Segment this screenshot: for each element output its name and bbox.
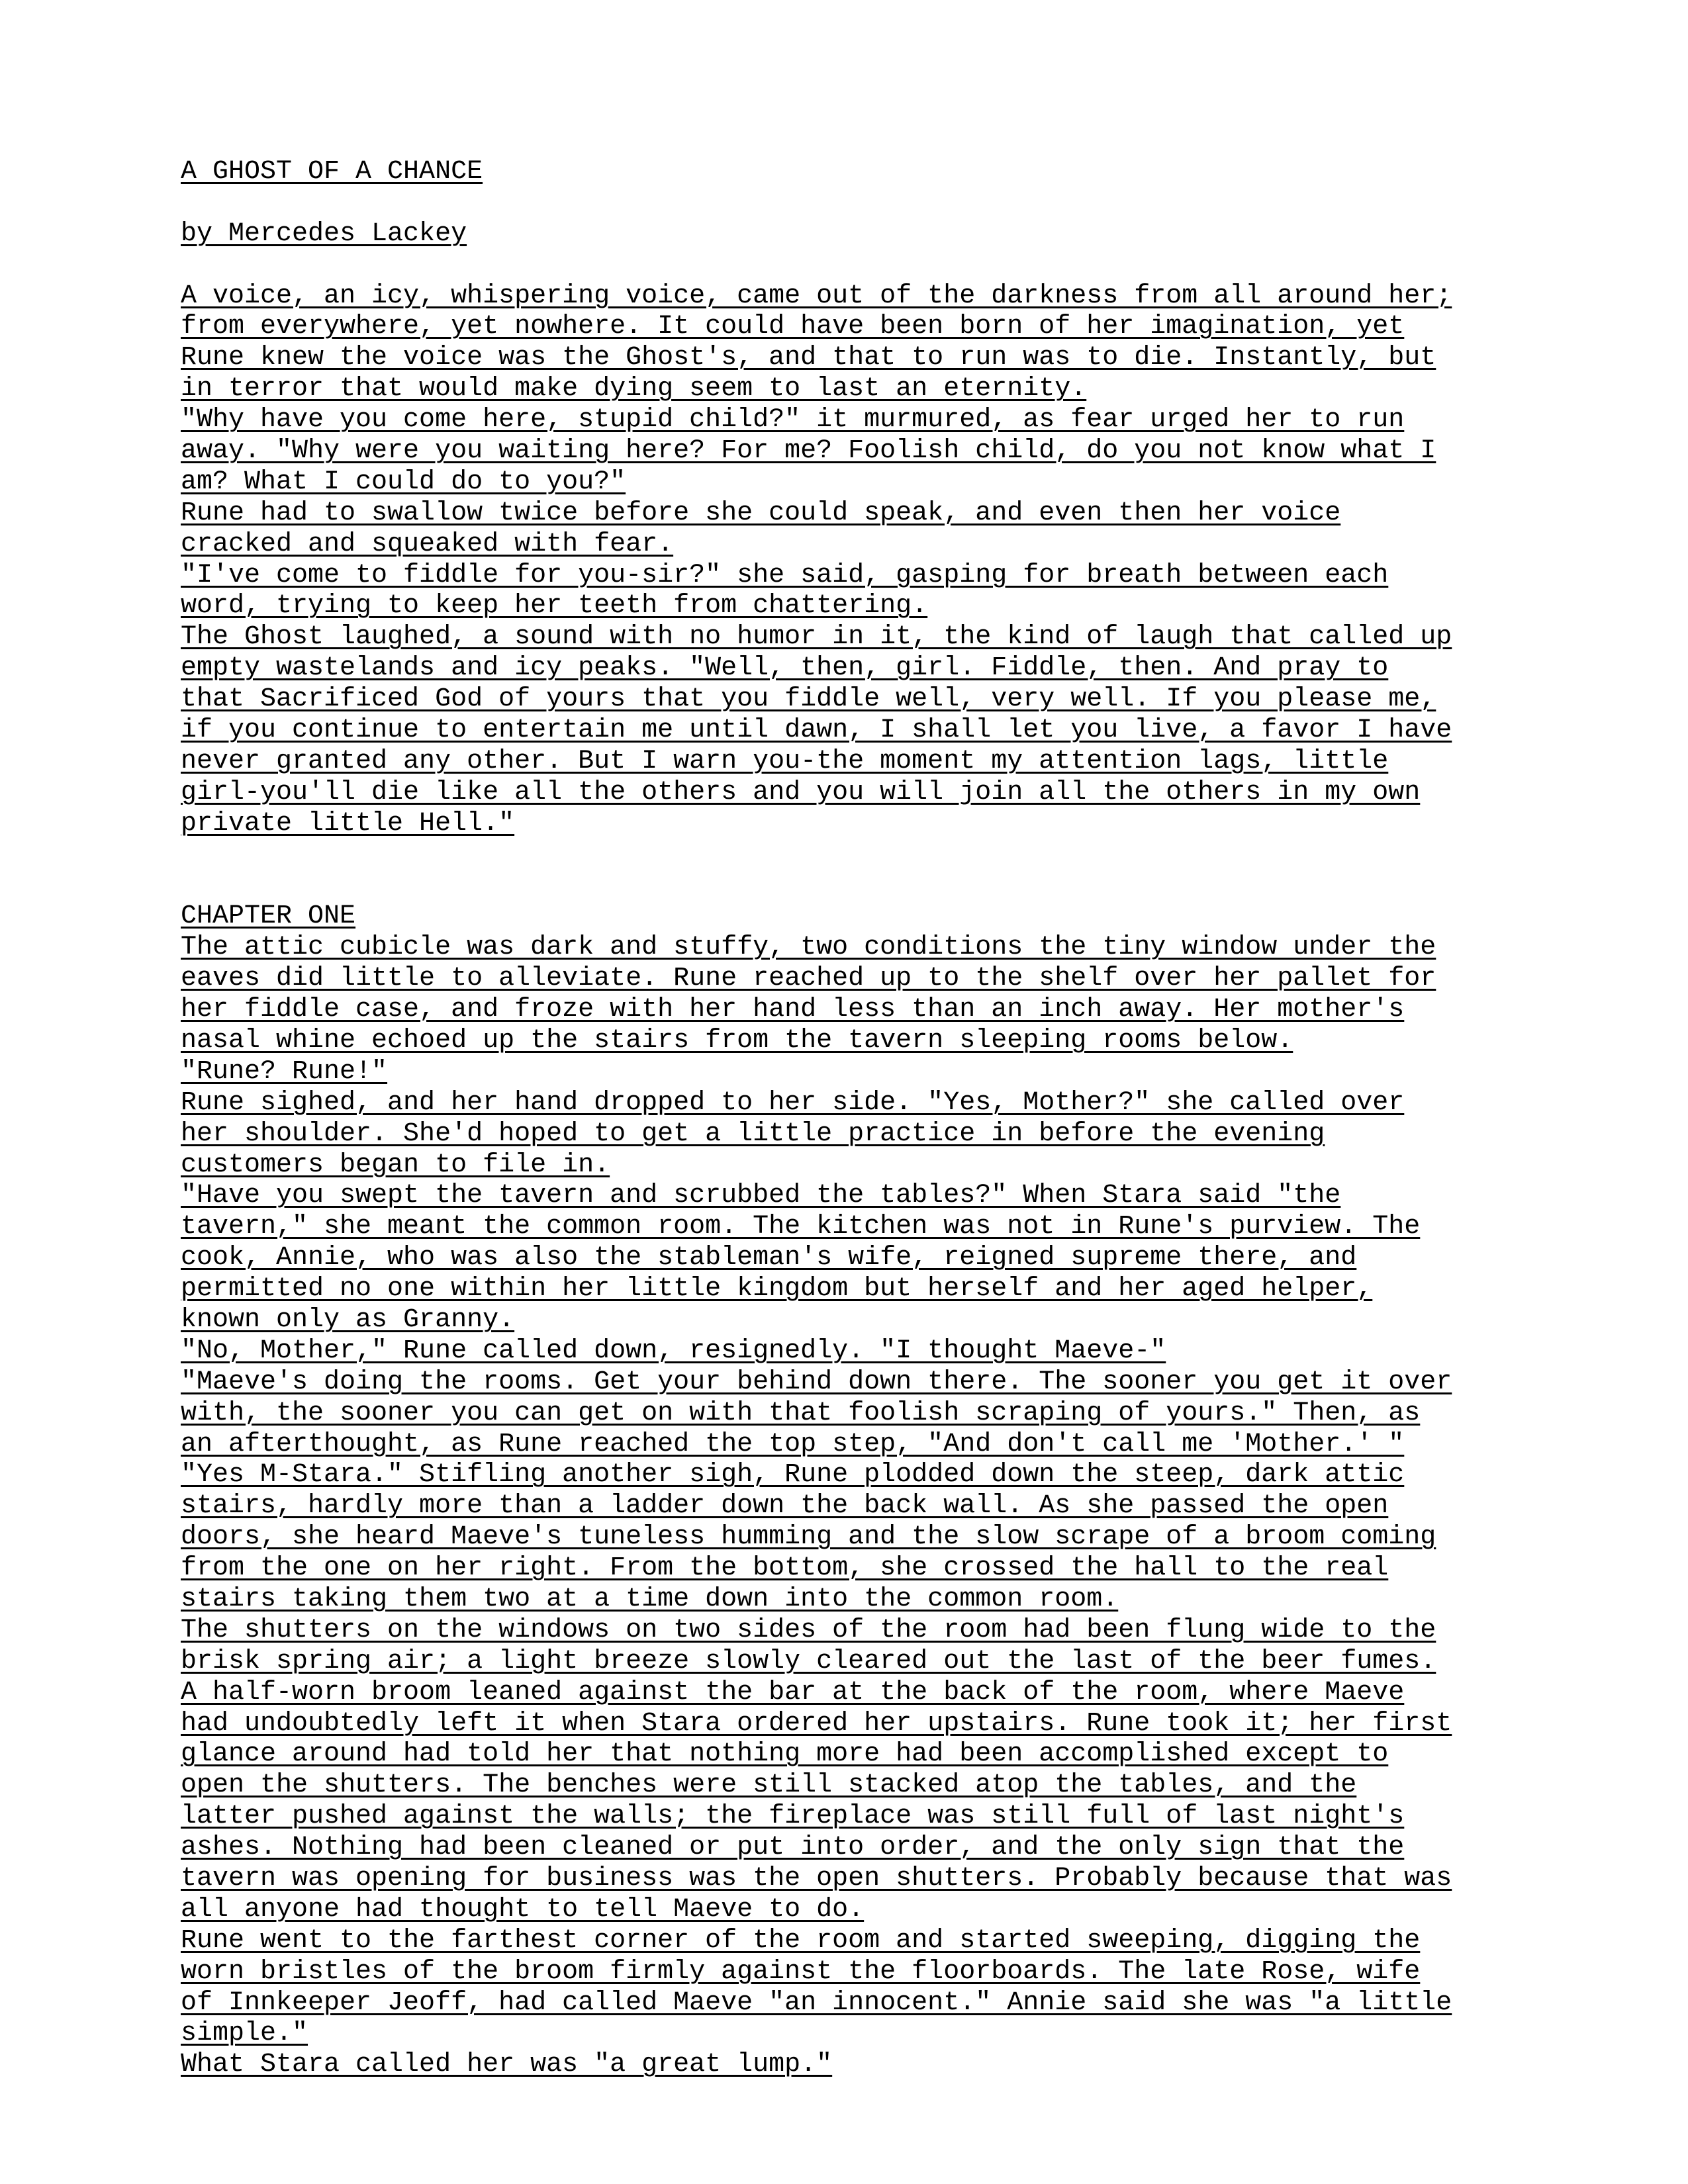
text-line: away. "Why were you waiting here? For me? Foolish child, do you not know what I: [181, 436, 1436, 467]
text-line: tavern," she meant the common room. The kitchen was not in Rune's purview. The: [181, 1212, 1421, 1242]
text-line: empty wastelands and icy peaks. "Well, then, girl. Fiddle, then. And pray to: [181, 653, 1389, 684]
text-line: simple.": [181, 2019, 308, 2049]
document-title: A GHOST OF A CHANCE: [181, 157, 483, 187]
text-line: her fiddle case, and froze with her hand less than an inch away. Her mother's: [181, 995, 1405, 1025]
text-line: "Rune? Rune!": [181, 1056, 388, 1087]
text-line: brisk spring air; a light breeze slowly cleared out the last of the beer fumes.: [181, 1646, 1436, 1676]
text-line: of Innkeeper Jeoff, had called Maeve "an innocent." Annie said she was "a little: [181, 1987, 1452, 2018]
text-line: private little Hell.": [181, 808, 515, 839]
text-line: customers began to file in.: [181, 1150, 610, 1180]
prologue-section: [181, 281, 1518, 840]
text-line: if you continue to entertain me until dawn, I shall let you live, a favor I have: [181, 715, 1452, 746]
text-line: word, trying to keep her teeth from chattering.: [181, 591, 928, 621]
document-body: [181, 157, 1518, 2081]
spacer: [181, 188, 1518, 219]
text-line: never granted any other. But I warn you-the moment my attention lags, little: [181, 746, 1389, 776]
text-line: "Why have you come here, stupid child?" it murmured, as fear urged her to run: [181, 405, 1405, 435]
text-line: What Stara called her was "a great lump.": [181, 2050, 833, 2080]
text-line: her shoulder. She'd hoped to get a little practice in before the evening: [181, 1118, 1325, 1149]
text-line: "I've come to fiddle for you-sir?" she said, gasping for breath between each: [181, 560, 1389, 590]
text-line: "No, Mother," Rune called down, resignedly. "I thought Maeve-": [181, 1336, 1166, 1366]
text-line: cook, Annie, who was also the stableman's wife, reigned supreme there, and: [181, 1243, 1357, 1273]
text-line: girl-you'll die like all the others and you will join all the others in my own: [181, 777, 1421, 807]
text-line: eaves did little to alleviate. Rune reached up to the shelf over her pallet for: [181, 964, 1436, 994]
text-line: "Maeve's doing the rooms. Get your behind down there. The sooner you get it over: [181, 1367, 1452, 1397]
text-line: nasal whine echoed up the stairs from the tavern sleeping rooms below.: [181, 1025, 1293, 1056]
text-line: Rune had to swallow twice before she could speak, and even then her voice: [181, 498, 1341, 528]
text-line: stairs, hardly more than a ladder down the back wall. As she passed the open: [181, 1491, 1389, 1522]
text-line: with, the sooner you can get on with that foolish scraping of yours." Then, as: [181, 1398, 1421, 1428]
text-line: stairs taking them two at a time down into the common room.: [181, 1584, 1119, 1614]
text-line: The attic cubicle was dark and stuffy, two conditions the tiny window under the: [181, 933, 1436, 963]
text-line: from the one on her right. From the bottom, she crossed the hall to the real: [181, 1553, 1389, 1584]
text-line: glance around had told her that nothing more had been accomplished except to: [181, 1739, 1389, 1770]
text-line: permitted no one within her little kingdom but herself and her aged helper,: [181, 1274, 1373, 1304]
text-line: ashes. Nothing had been cleaned or put into order, and the only sign that the: [181, 1833, 1405, 1863]
chapter-heading: CHAPTER ONE: [181, 901, 356, 932]
text-line: open the shutters. The benches were still stacked atop the tables, and the: [181, 1770, 1357, 1801]
text-line: an afterthought, as Rune reached the top step, "And don't call me 'Mother.' ": [181, 1429, 1405, 1459]
text-line: all anyone had thought to tell Maeve to do.: [181, 1894, 865, 1925]
text-line: am? What I could do to you?": [181, 467, 626, 497]
text-line: The shutters on the windows on two sides of the room had been flung wide to the: [181, 1615, 1436, 1645]
spacer: [181, 840, 1518, 871]
text-line: Rune went to the farthest corner of the room and started sweeping, digging the: [181, 1925, 1421, 1956]
text-line: doors, she heard Maeve's tuneless humming and the slow scrape of a broom coming: [181, 1522, 1436, 1553]
text-line: in terror that would make dying seem to last an eternity.: [181, 374, 1087, 404]
text-line: A voice, an icy, whispering voice, came out of the darkness from all around her;: [181, 281, 1452, 311]
chapter-section: [181, 933, 1518, 2081]
text-line: "Have you swept the tavern and scrubbed the tables?" When Stara said "the: [181, 1181, 1341, 1211]
text-line: Rune sighed, and her hand dropped to her side. "Yes, Mother?" she called over: [181, 1087, 1405, 1118]
spacer: [181, 250, 1518, 281]
byline: by Mercedes Lackey: [181, 218, 467, 249]
text-line: known only as Granny.: [181, 1304, 515, 1335]
text-line: latter pushed against the walls; the fireplace was still full of last night's: [181, 1801, 1405, 1832]
text-line: "Yes M-Stara." Stifling another sigh, Rune plodded down the steep, dark attic: [181, 1460, 1405, 1490]
text-line: A half-worn broom leaned against the bar at the back of the room, where Maeve: [181, 1677, 1405, 1707]
text-line: from everywhere, yet nowhere. It could have been born of her imagination, yet: [181, 312, 1405, 342]
text-line: cracked and squeaked with fear.: [181, 529, 674, 559]
spacer: [181, 870, 1518, 901]
text-line: worn bristles of the broom firmly against the floorboards. The late Rose, wife: [181, 1956, 1421, 1987]
text-line: The Ghost laughed, a sound with no humor in it, the kind of laugh that called up: [181, 622, 1452, 653]
text-line: had undoubtedly left it when Stara ordered her upstairs. Rune took it; her first: [181, 1708, 1452, 1739]
text-line: Rune knew the voice was the Ghost's, and that to run was to die. Instantly, but: [181, 343, 1436, 373]
text-line: that Sacrificed God of yours that you fiddle well, very well. If you please me,: [181, 684, 1436, 715]
text-line: tavern was opening for business was the open shutters. Probably because that was: [181, 1863, 1452, 1893]
